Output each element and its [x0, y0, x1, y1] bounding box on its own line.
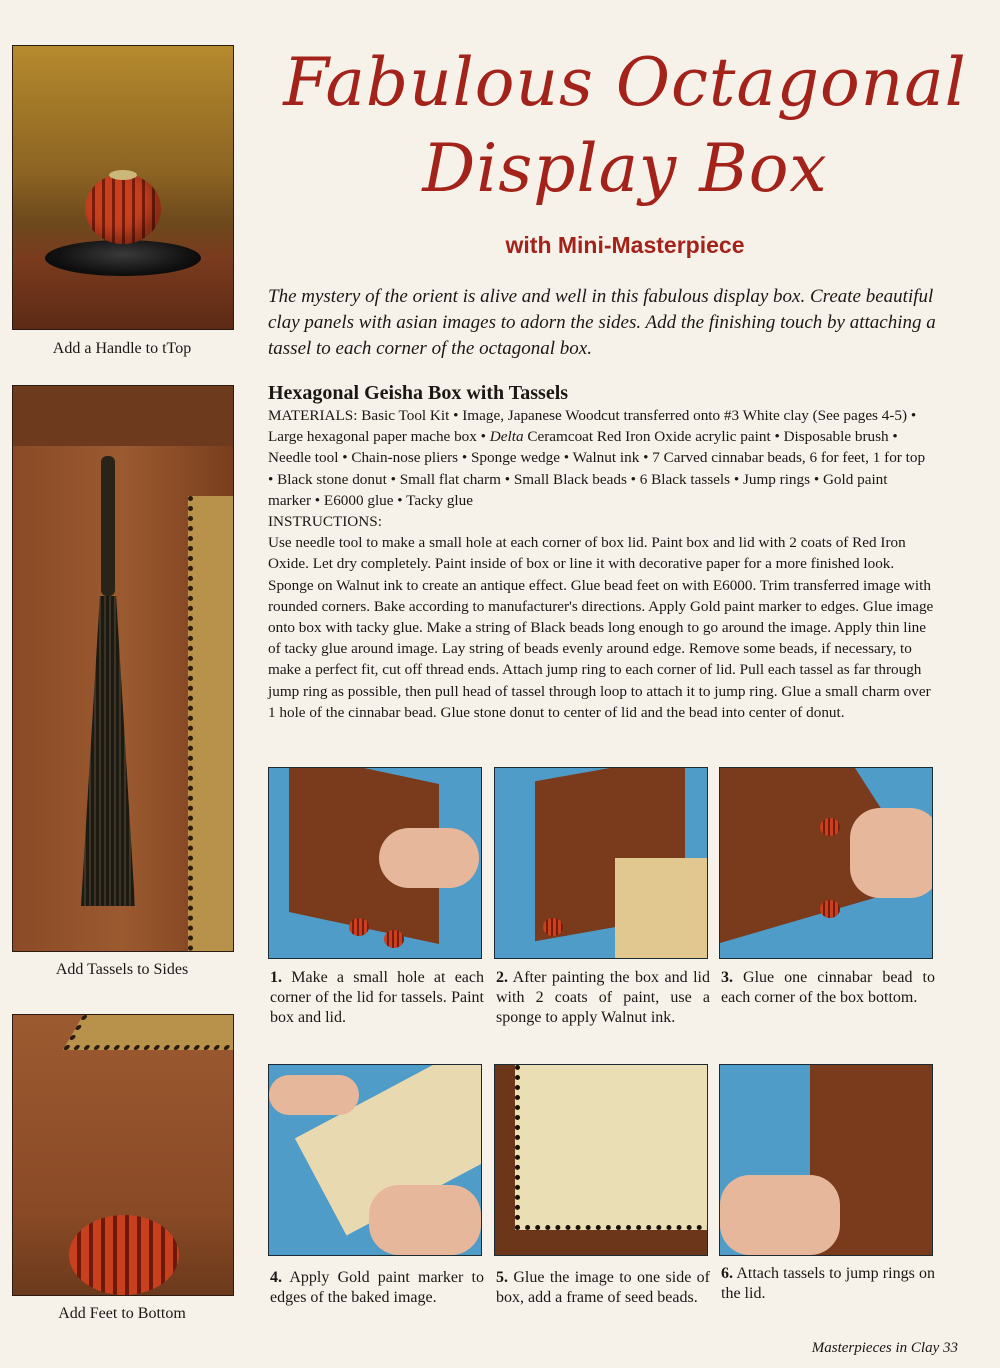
materials-list-b: Ceramcoat Red Iron Oxide acrylic paint • Disposable brush • Needle tool • Chain-nose pliers • Sponge wedge • Walnut ink • 7 Carved cinnabar beads, 6 for feet, 1 for top • Black stone donut • Small flat charm • Small Black beads • 6 Black tassels • Jump rings • Gold paint marker • E6000 glue • Tacky glue — [268, 428, 926, 509]
bead-charm — [109, 170, 137, 180]
materials-brand: Delta — [489, 428, 524, 446]
caption-feet: Add Feet to Bottom — [58, 1305, 186, 1322]
step-photo-2 — [494, 767, 708, 959]
hand — [850, 808, 933, 898]
page-subtitle: with Mini-Masterpiece — [505, 232, 745, 258]
step-photo-6 — [719, 1064, 933, 1256]
bead-foot — [349, 918, 369, 936]
tassel-cord — [101, 456, 115, 596]
step-caption-4: 4. Apply Gold paint marker to edges of the baked image. — [270, 1269, 484, 1306]
step-caption-2: 2. After painting the box and lid with 2 coats of paint, use a sponge to apply Walnut ink. — [496, 969, 710, 1026]
step-caption-5: 5. Glue the image to one side of box, add a frame of seed beads. — [496, 1269, 711, 1306]
photo-handle-on-top — [12, 45, 234, 330]
caption-tassels: Add Tassels to Sides — [55, 961, 189, 978]
bead-foot — [384, 930, 404, 948]
tassel-fringe — [81, 596, 135, 906]
bead-foot — [820, 818, 840, 836]
bead-foot — [820, 900, 840, 918]
beaded-trim — [63, 1015, 234, 1050]
box-lid — [13, 386, 233, 446]
intro-paragraph: The mystery of the orient is alive and well in this fabulous display box. Create beautiful clay panels with asian images to adorn the sides. Add the finishing touch by attaching a tassel to each corner of the octagonal box. — [268, 286, 936, 359]
photo-tassels-on-sides — [12, 385, 234, 952]
hand — [720, 1175, 840, 1255]
materials-paragraph — [268, 405, 934, 511]
cinnabar-bead — [85, 174, 161, 244]
instructions-body — [268, 405, 934, 723]
image-corner — [615, 858, 707, 958]
title-line-2: Display Box — [422, 130, 828, 207]
step-caption-3: 3. Glue one cinnabar bead to each corner of the box bottom. — [721, 969, 935, 1006]
step-photo-4 — [268, 1064, 482, 1256]
photo-feet-on-bottom — [12, 1014, 234, 1296]
instructions-label: INSTRUCTIONS: — [268, 513, 382, 531]
step-caption-6: 6. Attach tassels to jump rings on the lid. — [721, 1265, 935, 1302]
materials-list-a: Basic Tool Kit • Image, Japanese Woodcut transferred onto #3 White clay (See pages 4-5) • Large hexagonal paper mache box • — [268, 407, 917, 446]
hand — [369, 1185, 481, 1255]
stone-donut — [45, 240, 201, 276]
hand — [379, 828, 479, 888]
cinnabar-foot — [69, 1215, 179, 1295]
step-photo-3 — [719, 767, 933, 959]
image-panel-edge — [188, 496, 234, 951]
instructions-text: Use needle tool to make a small hole at each corner of box lid. Paint box and lid with 2 coats of Red Iron Oxide. Let dry completely. Paint inside of box or line it with decorative paper for a more finished look. Sponge on Walnut ink to create an antique effect. Glue bead feet on with E6000. Trim transferred image with rounded corners. Bake according to manufacturer's directions. Apply Gold paint marker to edges. Glue image onto box with tacky glue. Make a string of Black beads long enough to go around the image. Apply thin line of tacky glue around image. Lay string of beads evenly around edge. Remove some beads, if necessary, to make a perfect fit, cut off thread ends. Attach jump ring to each corner of lid. Pull each tassel as far through jump ring as possible, then pull head of tassel through loop to attach it to jump ring. Glue a small charm over 1 hole of the cinnabar bead. Glue stone donut to center of lid and the bead into center of donut. — [268, 534, 934, 721]
bead-foot — [543, 918, 563, 936]
caption-handle: Add a Handle to tTop — [52, 340, 192, 357]
title-line-1: Fabulous Octagonal — [283, 44, 967, 121]
step-caption-1: 1. Make a small hole at each corner of the lid for tassels. Paint box and lid. — [270, 969, 484, 1026]
page-footer: Masterpieces in Clay 33 — [811, 1340, 958, 1356]
materials-label: MATERIALS: — [268, 407, 358, 424]
step-photo-1 — [268, 767, 482, 959]
step-photo-5 — [494, 1064, 708, 1256]
hand — [269, 1075, 359, 1115]
section-heading: Hexagonal Geisha Box with Tassels — [268, 382, 569, 404]
page-title — [260, 40, 990, 212]
geisha-image — [515, 1065, 708, 1230]
